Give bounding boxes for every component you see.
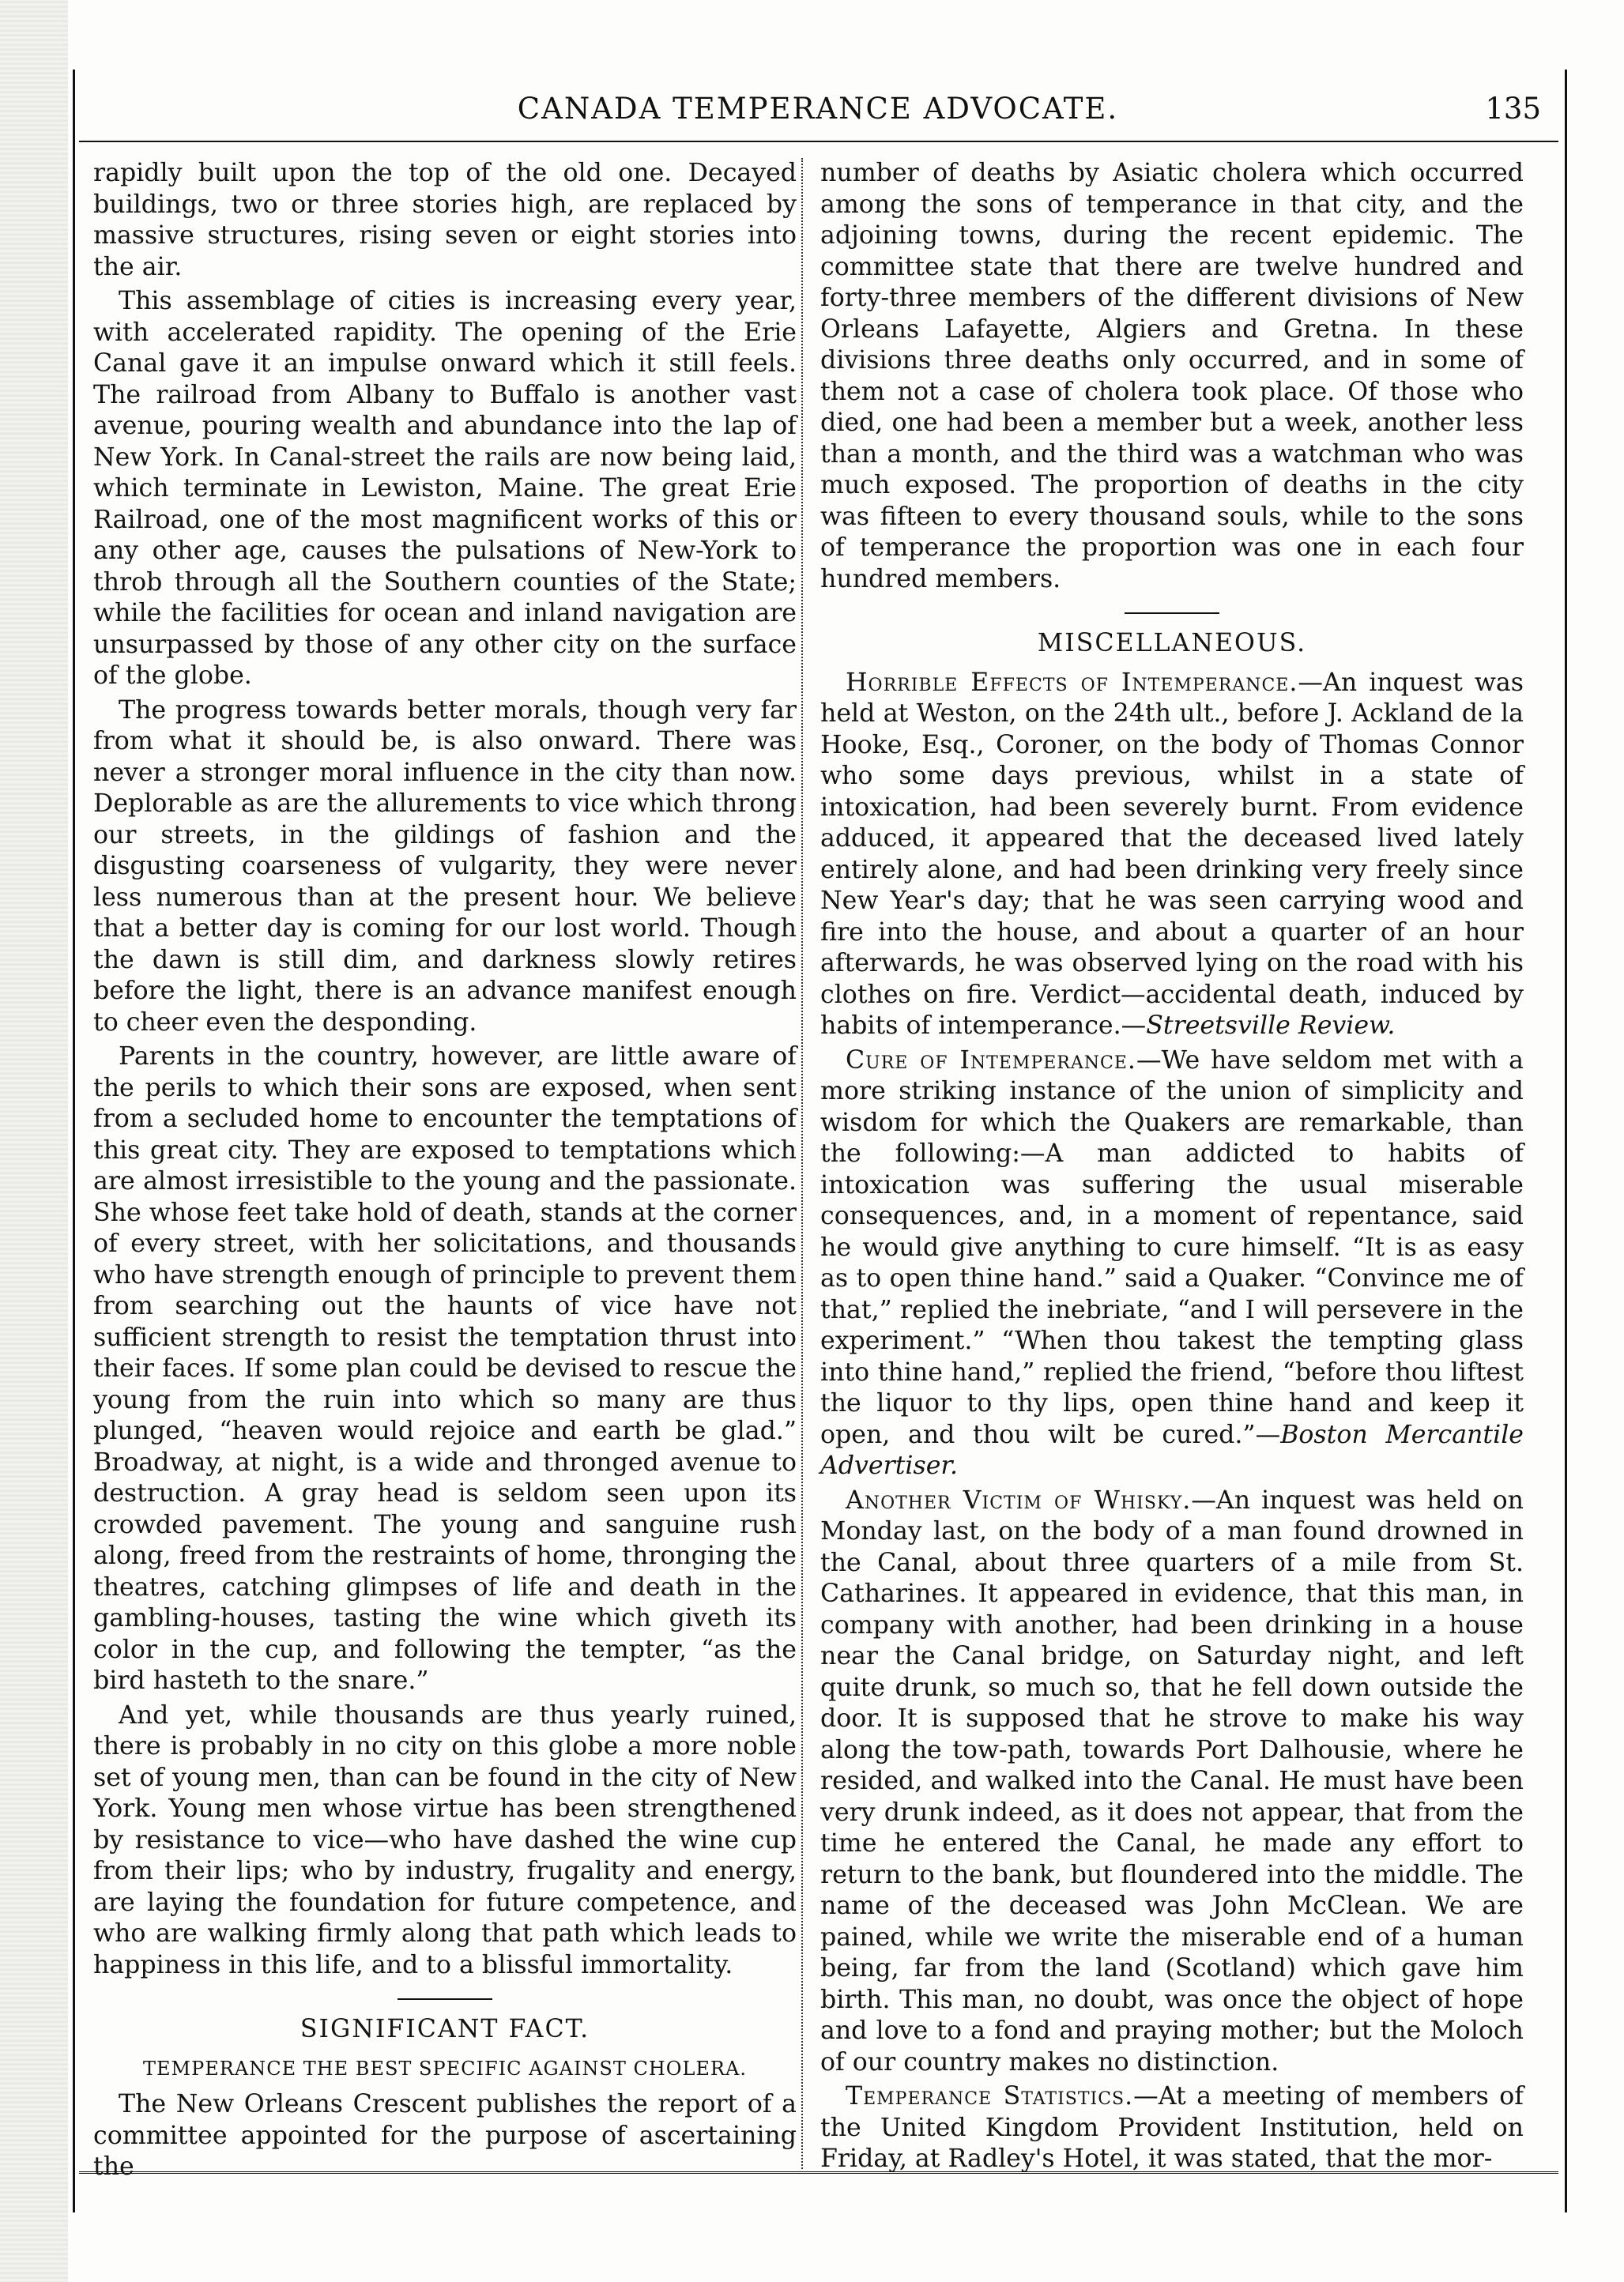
- page-number: 135: [1485, 92, 1541, 126]
- item-text: —An inquest was held at Weston, on the 24th ult., before J. Ackland de la Hooke, Esq., Coroner, on the body of Thomas Connor who some days previous, whilst in a state of intoxication, had been severely burnt. From evidence adduced, it appeared that the deceased lived lately entirely alone, and had been drinking very freely since New Year's day; that he was seen carrying wood and fire into the house, and about a quarter of an hour afterwards, he was observed lying on the road with his clothes on fire. Verdict—accidental death, induced by habits of intemperance.—: [820, 668, 1524, 1040]
- paragraph: rapidly built upon the top of the old one. Decayed buildings, two or three stories high, are replaced by massive structures, rising seven or eight stories into the air.: [93, 159, 797, 281]
- page-header: [95, 85, 1541, 136]
- item-heading: Another Victim of Whisky.: [846, 1486, 1192, 1515]
- news-item: [820, 668, 1524, 1042]
- paragraph: number of deaths by Asiatic cholera which occurred among the sons of temperance in that city, and the adjoining towns, during the recent epidemic. The committee state that there are twelve hundred and forty-three members of the different divisions of New Orleans Lafayette, Algiers and Gretna. In these divisions three deaths only occurred, and in some of them not a case of cholera took place. Of those who died, one had been a member but a week, another less than a month, and the third was a watchman who was much exposed. The proportion of deaths in the city was fifteen to every thousand souls, while to the sons of temperance the proportion was one in each four hundred members.: [820, 159, 1524, 593]
- section-subtitle: TEMPERANCE THE BEST SPECIFIC AGAINST CHOLERA.: [143, 2057, 747, 2080]
- column-divider: [801, 158, 803, 2169]
- paragraph: This assemblage of cities is increasing every year, with accelerated rapidity. The opening of the Erie Canal gave it an impulse onward which it still feels. The railroad from Albany to Buffalo is another vast avenue, pouring wealth and abundance into the lap of New York. In Canal-street the rails are now being laid, which terminate in Lewiston, Maine. The great Erie Railroad, one of the most magnificent works of this or any other age, causes the pulsations of New-York to throb through all the Southern counties of the State; while the facilities for ocean and inland navigation are unsurpassed by those of any other city on the surface of the globe.: [93, 287, 797, 690]
- section-title: SIGNIFICANT FACT.: [300, 2015, 590, 2043]
- news-item: [820, 1486, 1524, 2079]
- paragraph: The New Orleans Crescent publishes the report of a committee appointed for the purpose of ascertaining the: [93, 2090, 797, 2181]
- right-column: [820, 158, 1524, 2173]
- item-text: —An inquest was held on Monday last, on the body of a man found drowned in the Canal, about three quarters of a mile from St. Catharines. It appeared in evidence, that this man, in company with another, had been drinking in a house near the Canal bridge, on Saturday night, and left quite drunk, so much so, that he fell down outside the door. It is supposed that he strove to make his way along the tow-path, towards Port Dalhousie, where he resided, and walked into the Canal. He must have been very drunk indeed, as it does not appear, that from the time he entered the Canal, he made any effort to return to the bank, but floundered into the middle. The name of the deceased was John McClean. We are pained, while we write the miserable end of a human being, far from the land (Scotland) which gave him birth. This man, no doubt, was once the object of hope and love to a fond and praying mother; but the Moloch of our country makes no distinction.: [820, 1486, 1524, 2077]
- masthead-title: CANADA TEMPERANCE ADVOCATE.: [517, 92, 1119, 126]
- item-heading: Temperance Statistics.: [846, 2082, 1134, 2111]
- item-heading: Cure of Intemperance.: [846, 1045, 1136, 1075]
- header-rule: [79, 141, 1558, 142]
- section-rule: [1125, 612, 1219, 614]
- section-rule: [398, 1998, 492, 2000]
- left-column: [93, 158, 797, 2181]
- item-text: —At a meeting of members of the United Kingdom Provident Institution, held on Friday, at Radley's Hotel, it was stated, that the mor-: [820, 2082, 1524, 2173]
- news-item: [820, 2081, 1524, 2175]
- news-item: [820, 1045, 1524, 1482]
- footer-rule: [79, 2171, 1558, 2174]
- item-source: Boston Mercantile Advertiser.: [820, 1420, 1524, 1480]
- binding-edge: [0, 0, 68, 2282]
- paragraph: Parents in the country, however, are little aware of the perils to which their sons are exposed, when sent from a secluded home to encounter the temptations of this great city. They are exposed to temptations which are almost irresistible to the young and the passionate. She whose feet take hold of death, stands at the corner of every street, with her solicitations, and thousands who have strength enough of principle to prevent them from searching out the haunts of vice have not sufficient strength to resist the temptation thrust into their faces. If some plan could be devised to rescue the young from the ruin into which so many are thus plunged, “heaven would rejoice and earth be glad.” Broadway, at night, is a wide and thronged avenue to destruction. A gray head is seldom seen upon its crowded pavement. The young and sanguine rush along, freed from the restraints of home, thronging the theatres, catching glimpses of life and death in the gambling-houses, tasting the wine which giveth its color in the cup, and following the tempter, “as the bird hasteth to the snare.”: [93, 1042, 797, 1695]
- item-source: Streetsville Review.: [1146, 1011, 1396, 1040]
- item-heading: Horrible Effects of Intemperance.: [846, 668, 1298, 697]
- item-text: —We have seldom met with a more striking instance of the union of simplicity and wisdom for which the Quakers are remarkable, than the following:—A man addicted to habits of intoxication was suffering the usual miserable consequences, and, in a moment of repentance, said he would give anything to cure himself. “It is as easy as to open thine hand.” said a Quaker. “Convince me of that,” replied the inebriate, “and I will persevere in the experiment.” “When thou takest the tempting glass into thine hand,” replied the friend, “before thou liftest the liquor to thy lips, open thine hand and keep it open, and thou wilt be cured.”—: [820, 1045, 1524, 1449]
- section-title: MISCELLANEOUS.: [1037, 629, 1307, 657]
- paragraph: And yet, while thousands are thus yearly ruined, there is probably in no city on this globe a more noble set of young men, than can be found in the city of New York. Young men whose virtue has been strengthened by resistance to vice—who have dashed the wine cup from their lips; who by industry, frugality and energy, are laying the foundation for future competence, and who are walking firmly along that path which leads to happiness in this life, and to a blissful immortality.: [93, 1700, 797, 1979]
- paragraph: The progress towards better morals, though very far from what it should be, is also onward. There was never a stronger moral influence in the city than now. Deplorable as are the allurements to vice which throng our streets, in the gildings of fashion and the disgusting coarseness of vulgarity, they were never less numerous than at the present hour. We believe that a better day is coming for our lost world. Though the dawn is still dim, and darkness slowly retires before the light, there is an advance manifest enough to cheer even the desponding.: [93, 695, 797, 1037]
